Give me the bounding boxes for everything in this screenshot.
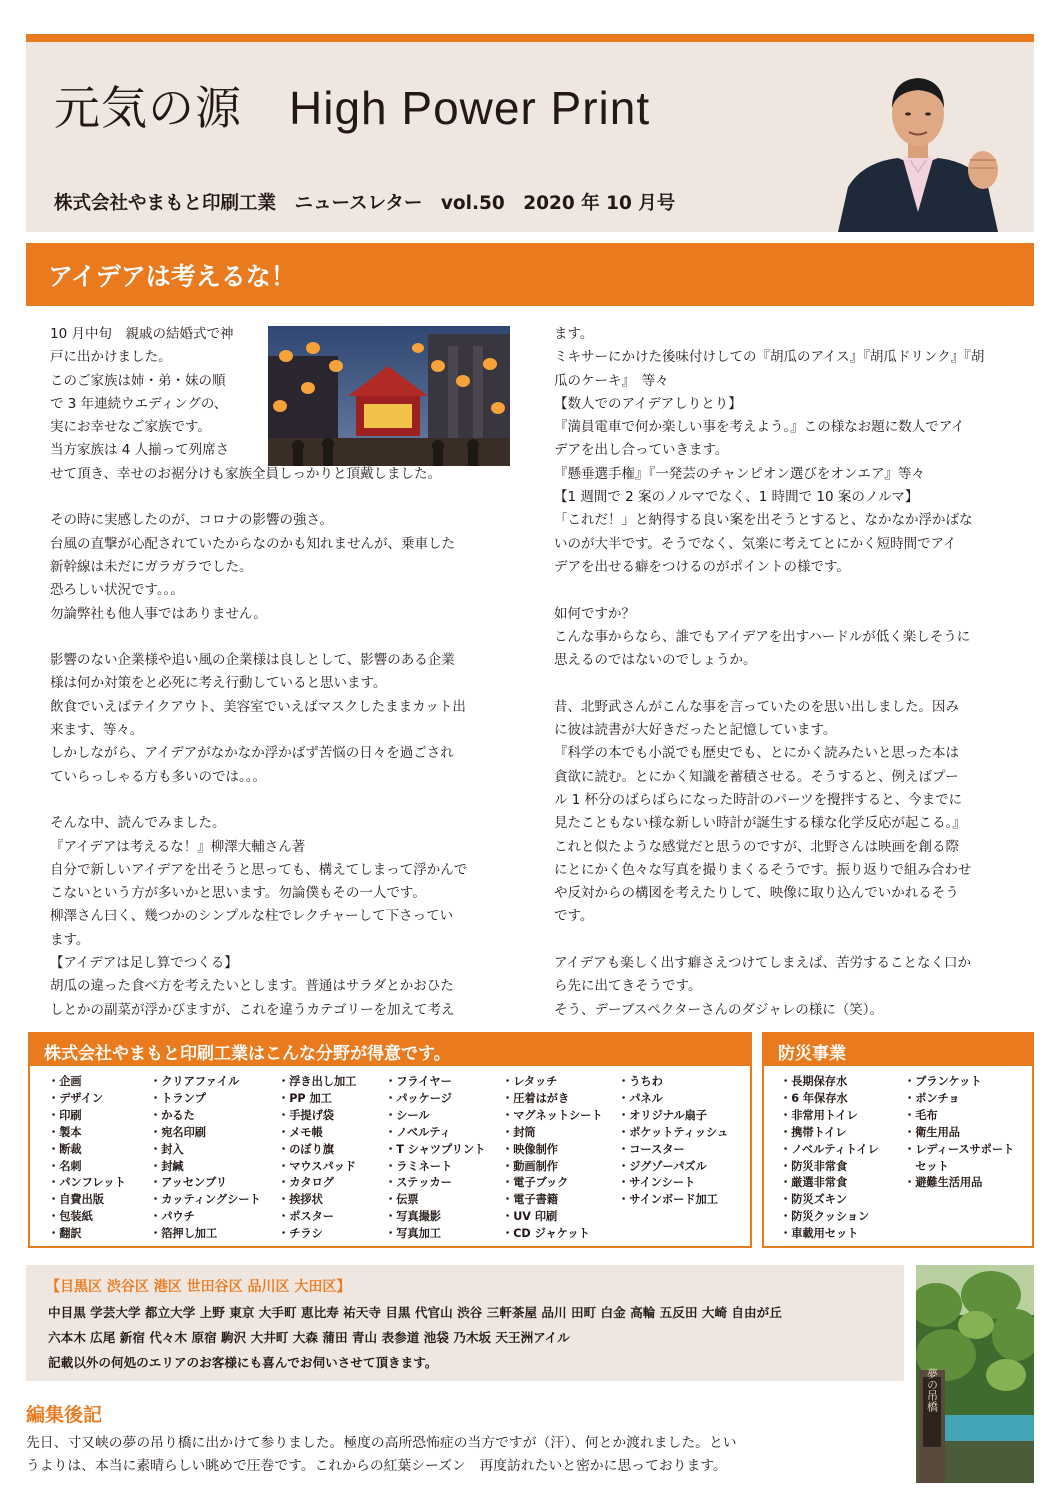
service-item: ・ポケットティッシュ — [618, 1125, 729, 1139]
service-item: ・かるた — [150, 1108, 195, 1122]
article-line: デアを出し合っていきます。 — [554, 442, 729, 459]
article-line: 自分で新しいアイデアを出そうと思っても、構えてしまって浮かんで — [50, 861, 468, 878]
item-column — [150, 1074, 261, 1243]
article-line: 実にお幸せなご家族です。 — [50, 419, 211, 436]
article-left-column — [50, 323, 510, 1022]
service-item: ・圧着はがき — [502, 1091, 570, 1105]
article-title: アイデアは考えるな！ — [48, 262, 296, 291]
article-line: こんな事からなら、誰でもアイデアを出すハードルが低く楽しそうに — [554, 628, 971, 645]
article-line: 貪欲に読む。とにかく知識を蓄積させる。そうすると、例えばプー — [554, 768, 959, 785]
service-item: ・カタログ — [278, 1176, 334, 1190]
service-item: ・レディースサポート — [904, 1142, 1015, 1156]
service-item: ・UV 印刷 — [502, 1210, 558, 1224]
article-line: ます。 — [50, 931, 90, 948]
service-item: ・レタッチ — [502, 1075, 558, 1088]
service-item: ・封緘 — [150, 1159, 184, 1173]
service-item: ・ポスター — [278, 1210, 334, 1224]
service-item: ・アッセンブリ — [150, 1176, 228, 1190]
service-item: ・翻訳 — [48, 1227, 82, 1241]
article-line: せて頂き、幸せのお裾分けも家族全員しっかりと頂戴しました。 — [50, 465, 441, 482]
article-line: アイデアも楽しく出す癖さえつけてしまえば、苦労することなく口か — [554, 955, 972, 972]
suspension-bridge-photo — [916, 1265, 1034, 1483]
article-line: 勿論弊社も他人事ではありません。 — [50, 605, 267, 622]
service-area-panel — [26, 1265, 904, 1381]
article-line: しとかの副菜が浮かびますが、これを違うカテゴリーを加えて考え — [50, 1001, 455, 1018]
service-item: ・メモ帳 — [278, 1125, 323, 1139]
newsletter-subtitle: 株式会社やまもと印刷工業 ニュースレター vol.50 2020 年 10 月号 — [54, 193, 676, 214]
article-line: 昔、北野武さんがこんな事を言っていたのを思い出しました。因み — [554, 698, 959, 715]
service-item: ・映像制作 — [502, 1142, 558, 1156]
article-line: 影響のない企業様や追い風の企業様は良しとして、影響のある企業 — [50, 652, 455, 669]
article-line: 思えるのではないのでしょうか。 — [554, 652, 757, 669]
item-column — [618, 1074, 728, 1209]
service-item: ・カッティングシート — [150, 1193, 261, 1207]
article-banner — [26, 243, 1034, 306]
article-line: ミキサーにかけた後味付けしての『胡瓜のアイス』『胡瓜ドリンク』『胡 — [554, 349, 985, 366]
service-item: ・ノベルティトイレ — [780, 1142, 879, 1156]
article-line: 【数人でのアイデアしりとり】 — [554, 395, 742, 412]
article-line: 台風の直撃が心配されていたからなのかも知れませんが、乗車した — [50, 535, 455, 552]
service-item: ・マグネットシート — [502, 1108, 603, 1122]
service-item: ・浮き出し加工 — [278, 1075, 357, 1088]
service-item: ・挨拶状 — [278, 1193, 323, 1207]
item-column — [385, 1074, 485, 1243]
article-line — [554, 929, 1024, 952]
service-item: ・オリジナル扇子 — [618, 1108, 707, 1122]
article-line: ていらっしゃる方も多いのでは。。。 — [50, 768, 266, 785]
service-item: ・パッケージ — [385, 1091, 452, 1105]
service-item: ・携帯トイレ — [780, 1125, 847, 1139]
article-line: 来ます、等々。 — [50, 722, 144, 739]
article-line: にとにかく色々な写真を撮りまくるそうです。振り返りで組み合わせ — [554, 861, 972, 878]
service-item: ・マウスパッド — [278, 1159, 356, 1173]
article-line: 新幹線は未だにガラガラでした。 — [50, 558, 253, 575]
service-item: ・うちわ — [618, 1075, 663, 1088]
service-area-stations-1: 中目黒 学芸大学 都立大学 上野 東京 大手町 恵比寿 祐天寺 目黒 代官山 渋谷 三軒茶屋 品川 田町 白金 高輪 五反田 大崎 自由が丘 — [48, 1305, 782, 1320]
article-line — [50, 626, 510, 649]
service-item: ・クリアファイル — [150, 1075, 240, 1088]
article-line: 胡瓜の違った食べ方を考えたいとします。普通はサラダとかおひた — [50, 978, 454, 995]
disaster-prevention-box — [762, 1032, 1034, 1248]
service-item: ・電子ブック — [502, 1176, 569, 1190]
item-column — [780, 1074, 879, 1243]
president-portrait — [818, 62, 1018, 232]
service-item: ・封筒 — [502, 1125, 536, 1139]
service-item: ・ポンチョ — [904, 1091, 960, 1105]
article-line: 戸に出かけました。 — [50, 349, 172, 366]
article-line: その時に実感したのが、コロナの影響の強さ。 — [50, 512, 333, 529]
article-line: 当方家族は 4 人揃って列席さ — [50, 442, 230, 459]
service-item: ・箔押し加工 — [150, 1227, 218, 1241]
service-item: ・コースター — [618, 1142, 685, 1156]
service-area-stations-2: 六本木 広尾 新宿 代々木 原宿 駒沢 大井町 大森 蒲田 青山 表参道 池袋 乃木坂 天王洲アイル — [48, 1330, 570, 1345]
article-line: です。 — [554, 908, 594, 925]
article-line: こないという方が多いかと思います。勿論僕もその一人です。 — [50, 885, 426, 902]
service-area-title: 【目黒区 渋谷区 港区 世田谷区 品川区 大田区】 — [46, 1279, 351, 1295]
service-item: ・サインシート — [618, 1176, 696, 1190]
article-line: いのが大半です。そうでなく、気楽に考えてとにかく短時間でアイ — [554, 535, 957, 552]
article-line: 『懸垂選手権』『一発芸のチャンピオン選びをオンエア』等々 — [554, 465, 925, 482]
service-item: ・のぼり旗 — [278, 1142, 334, 1156]
service-item: ・車載用セット — [780, 1227, 859, 1241]
service-item: ・厳選非常食 — [780, 1176, 848, 1190]
service-item: ・写真加工 — [385, 1227, 441, 1241]
service-item: ・パンフレット — [48, 1176, 126, 1190]
item-column — [48, 1074, 126, 1243]
item-column — [904, 1074, 1014, 1192]
service-item: ・手提げ袋 — [278, 1108, 334, 1122]
service-item: ・写真撮影 — [385, 1210, 441, 1224]
article-line: で 3 年連続ウエディングの、 — [50, 395, 228, 412]
article-line — [554, 672, 1024, 695]
article-line: そう、デーブスペクターさんのダジャレの様に（笑）。 — [554, 1001, 883, 1018]
article-line: 『科学の本でも小説でも歴史でも、とにかく読みたいと思った本は — [554, 745, 959, 762]
service-item: セット — [904, 1159, 949, 1173]
service-item: ・ブランケット — [904, 1075, 982, 1088]
article-line — [50, 789, 510, 812]
service-item: ・企画 — [48, 1075, 82, 1088]
article-line: 【1 週間で 2 案のノルマでなく、1 時間で 10 案のノルマ】 — [554, 489, 919, 506]
article-line: そんな中、読んでみました。 — [50, 815, 226, 832]
article-line: 『満員電車で何か楽しい事を考えよう。』この様なお題に数人でアイ — [554, 419, 965, 436]
service-item: ・パネル — [618, 1091, 663, 1105]
bridge-sign-text: 夢の吊橋 — [925, 1368, 939, 1412]
service-item: ・非常用トイレ — [780, 1108, 858, 1122]
service-item: ・フライヤー — [385, 1075, 452, 1088]
service-item: ・T シャツプリント — [385, 1142, 486, 1156]
article-line — [554, 579, 1024, 602]
service-item: ・防災クッション — [780, 1210, 870, 1224]
service-item: ・名刺 — [48, 1159, 82, 1173]
service-item: ・印刷 — [48, 1108, 82, 1122]
service-item: ・チラシ — [278, 1227, 323, 1241]
service-item: ・防災ズキン — [780, 1193, 848, 1207]
article-line: 『アイデアは考えるな！』柳澤大輔さん著 — [50, 838, 306, 855]
service-item: ・ステッカー — [385, 1176, 452, 1190]
article-line: に彼は読書が大好きだったと記憶しています。 — [554, 722, 837, 739]
article-right-column — [554, 323, 1024, 1022]
article-line: ら先に出てきそうです。 — [554, 978, 702, 995]
header-top-rule — [26, 34, 1034, 42]
article-line: ます。 — [554, 326, 594, 342]
specialty-fields-title: 株式会社やまもと印刷工業はこんな分野が得意です。 — [30, 1034, 750, 1066]
service-item: ・電子書籍 — [502, 1193, 558, 1207]
article-line: 「これだ！」と納得する良い案を出そうとすると、なかなか浮かばな — [554, 512, 973, 529]
article-line: や反対からの構図を考えたりして、映像に取り込んでいかれるそう — [554, 885, 959, 902]
article-line: デアを出せる癖をつけるのがポイントの様です。 — [554, 558, 850, 575]
article-line: 【アイデアは足し算でつくる】 — [50, 955, 238, 972]
service-item: ・製本 — [48, 1125, 82, 1139]
service-item: ・伝票 — [385, 1193, 419, 1207]
article-line: 10 月中旬 親戚の結婚式で神 — [50, 326, 234, 342]
service-item: ・ラミネート — [385, 1159, 453, 1173]
newsletter-header — [26, 42, 1034, 232]
article-line: 様は何か対策をと必死に考え行動していると思います。 — [50, 675, 387, 692]
service-item: ・長期保存水 — [780, 1075, 848, 1088]
article-line: 見たこともない様な新しい時計が誕生する様な化学反応が起こる。』 — [554, 815, 966, 832]
service-item: ・防災非常食 — [780, 1159, 848, 1173]
service-item: ・封入 — [150, 1142, 184, 1156]
article-line: このご家族は姉・弟・妹の順 — [50, 372, 226, 389]
article-line: 飲食でいえばテイクアウト、美容室でいえばマスクしたままカット出 — [50, 698, 466, 715]
service-item: ・サインボード加工 — [618, 1193, 718, 1207]
service-item: ・自費出版 — [48, 1193, 104, 1207]
service-item: ・CD ジャケット — [502, 1227, 590, 1241]
editor-line: 先日、寸又峡の夢の吊り橋に出かけて参りました。極度の高所恐怖症の当方ですが（汗）、何とか渡れました。とい — [26, 1435, 737, 1451]
service-item: ・PP 加工 — [278, 1091, 332, 1105]
service-item: ・避難生活用品 — [904, 1176, 983, 1190]
service-item: ・包装紙 — [48, 1210, 93, 1224]
article-line: 瓜のケーキ』 等々 — [554, 372, 669, 389]
service-item: ・断裁 — [48, 1142, 82, 1156]
item-column — [278, 1074, 356, 1243]
service-item: ・パウチ — [150, 1210, 195, 1224]
newsletter-title: 元気の源 High Power Print — [54, 82, 651, 134]
editor-line: うよりは、本当に素晴らしい眺めで圧巻です。これからの紅葉シーズン 再度訪れたいと密かに思っております。 — [26, 1458, 727, 1474]
service-item: ・衛生用品 — [904, 1125, 960, 1139]
service-item: ・宛名印刷 — [150, 1125, 206, 1139]
service-item: ・動画制作 — [502, 1159, 558, 1173]
article-line: しかしながら、アイデアがなかなか浮かばず苦悩の日々を過ごされ — [50, 745, 454, 762]
article-line: これと似たような感覚だと思うのですが、北野さんは映画を創る際 — [554, 838, 959, 855]
service-area-note: 記載以外の何処のエリアのお客様にも喜んでお伺いさせて頂きます。 — [48, 1355, 438, 1370]
service-item: ・トランプ — [150, 1091, 206, 1105]
editor-postscript-text — [26, 1432, 737, 1478]
article-line: 柳澤さん曰く、幾つかのシンプルな柱でレクチャーして下さってい — [50, 908, 454, 925]
editor-postscript-title: 編集後記 — [26, 1404, 103, 1426]
service-item: ・ノベルティ — [385, 1125, 451, 1139]
article-line: 如何ですか？ — [554, 605, 635, 622]
specialty-fields-box — [28, 1032, 752, 1248]
service-item: ・デザイン — [48, 1091, 104, 1105]
item-column — [502, 1074, 603, 1243]
service-item: ・ジグゾーパズル — [618, 1159, 707, 1173]
article-line: 恐ろしい状況です。。。 — [50, 582, 184, 599]
service-item: ・6 年保存水 — [780, 1091, 848, 1105]
service-item: ・毛布 — [904, 1108, 938, 1122]
service-item: ・シール — [385, 1108, 430, 1122]
article-line: ル 1 杯分のばらばらになった時計のパーツを攪拌すると、今までに — [554, 791, 963, 808]
disaster-prevention-title: 防災事業 — [764, 1034, 1032, 1066]
article-line — [50, 486, 510, 509]
